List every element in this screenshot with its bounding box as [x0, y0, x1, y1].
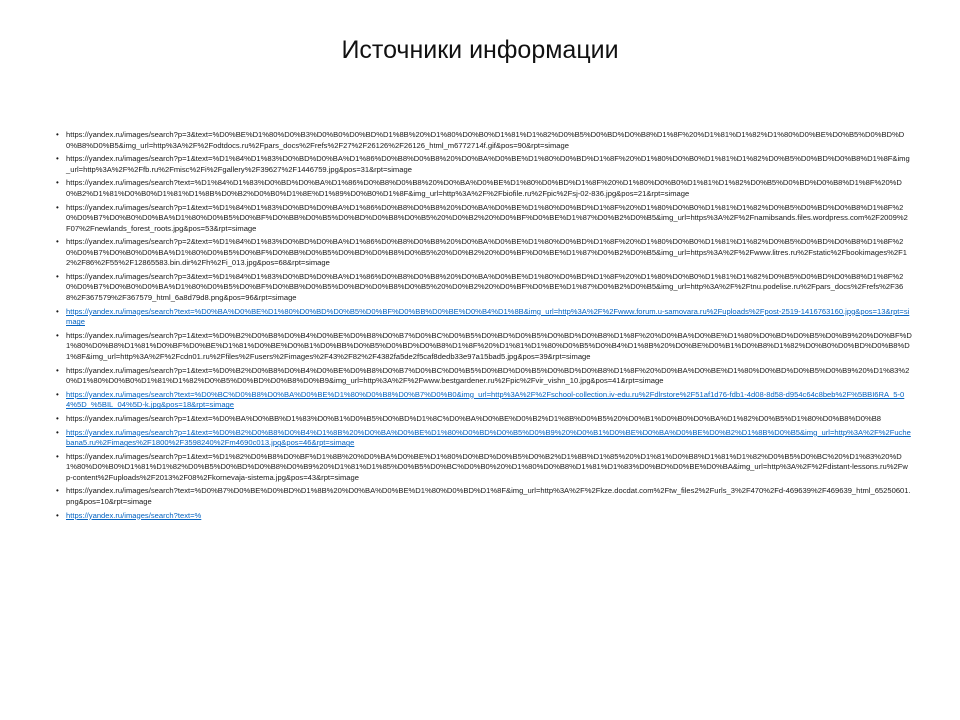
source-text: https://yandex.ru/images/search?p=3&text=%D0%BE%D1%80%D0%B3%D0%B0%D0%BD%D1%8B%20%D1%80%D0%B0%D1%81%D1%82%D0%B5%D0%BD%D0%B8%D1%8F%20%D1%81%D1%82%D1%80%D0%BE%D0%B5%D0%BD%D0%B8%D0%B5&img_url=http%3A%2F%2Fodtdocs.ru%2Fpars_docs%2Frefs%2F27%2F26126%2F26126_html_m6772714f.gif&pos=90&rpt=simage: [66, 130, 905, 150]
source-link[interactable]: https://yandex.ru/images/search?p=1&text=%D0%B2%D0%B8%D0%B4%D1%8B%20%D0%BA%D0%BE%D1%80%D0%BD%D0%B5%D0%B9%20%D0%B1%D0%BE%D0%BA%D0%BE%D0%B2%D1%8B%D0%B5&img_url=http%3A%2F%2Fuchebana5.ru%2Fimages%2F1800%2F3598240%2Fm4690c013.jpg&pos=46&rpt=simage: [66, 427, 911, 448]
source-item: [56, 154, 912, 175]
source-item: [56, 414, 912, 425]
source-text: https://yandex.ru/images/search?p=3&text=%D1%84%D1%83%D0%BD%D0%BA%D1%86%D0%B8%D0%B8%20%D0%BA%D0%BE%D1%80%D0%BD%D1%8F%20%D1%80%D0%B0%D1%81%D1%82%D0%B5%D0%BD%D0%B8%D1%8F%20%D0%B7%D0%B0%D0%BA%D1%80%D0%B5%D0%BF%D0%BB%D0%B5%D0%BD%D0%B8%D0%B5%20%D0%B2%20%D0%BF%D0%BE%D1%87%D0%B2%D0%B5&img_url=http%3A%2F%2Ftnu.podelise.ru%2Fpars_docs%2Frefs%2F368%2F367579%2F367579_html_6a8d79d8.png&pos=96&rpt=simage: [66, 271, 904, 302]
source-item: [56, 452, 912, 484]
slide-title: Источники информации: [341, 36, 619, 64]
source-link[interactable]: https://yandex.ru/images/search?text=%: [66, 510, 202, 520]
source-item: [56, 307, 912, 328]
source-link[interactable]: https://yandex.ru/images/search?text=%D0%BC%D0%B8%D0%BA%D0%BE%D1%80%D0%B8%D0%B7%D0%B0&img_url=http%3A%2F%2Fschool-collection.iv-edu.ru%2Fdlrstore%2F51af1d76-fdb1-4d08-8d58-d954c64c8beb%2F%5BBI6RA_5-04%5D_%5BIL_04%5D-k.jpg&pos=18&rpt=simage: [66, 389, 905, 410]
source-item: [56, 331, 912, 363]
source-text: https://yandex.ru/images/search?p=1&text=%D1%84%D1%83%D0%BD%D0%BA%D1%86%D0%B8%D0%B8%20%D0%BA%D0%BE%D1%80%D0%BD%D1%8F%20%D1%80%D0%B0%D1%81%D1%82%D0%B5%D0%BD%D0%B8%D1%8F%20%D0%B7%D0%B0%D0%BA%D1%80%D0%B5%D0%BF%D0%BB%D0%B5%D0%BD%D0%B8%D0%B5%20%D0%B2%20%D0%BF%D0%BE%D1%87%D0%B2%D0%B5&img_url=https%3A%2F%2Fnamibsands.files.wordpress.com%2F2009%2F07%2Fnewlands_forest_roots.jpg&pos=53&rpt=simage: [66, 202, 908, 233]
source-item: [56, 237, 912, 269]
source-item: [56, 390, 912, 411]
source-item: [56, 178, 912, 199]
source-item: [56, 272, 912, 304]
source-item: [56, 428, 912, 449]
source-item: [56, 203, 912, 235]
source-item: [56, 130, 912, 151]
source-text: https://yandex.ru/images/search?text=%D0%B7%D0%BE%D0%BD%D1%8B%20%D0%BA%D0%BE%D1%80%D0%BD%D1%8F&img_url=http%3A%2F%2Fkze.docdat.com%2Ftw_files2%2Furls_3%2F470%2Fd-469639%2F469639_html_65250601.png&pos=10&rpt=simage: [66, 486, 911, 506]
source-text: https://yandex.ru/images/search?p=1&text=%D0%B2%D0%B8%D0%B4%D0%BE%D0%B8%D0%B7%D0%BC%D0%B5%D0%BD%D0%B5%D0%BD%D0%B8%D1%8F%20%D0%BA%D0%BE%D1%80%D0%BD%D0%B5%D0%B9%20%D0%BF%D1%80%D0%B8%D1%81%D0%BF%D0%BE%D1%81%D0%BE%D0%B1%D0%BB%D0%B5%D0%BD%D0%B8%D1%8F%20%D1%81%D1%80%D0%B5%D0%B4%D1%8B%20%D0%BE%D0%B1%D0%B8%D1%82%D0%B0%D0%BD%D0%B8%D1%8F&img_url=http%3A%2F%2Fcdn01.ru%2Ffiles%2Fusers%2Fimages%2F43%2F82%2F4382fa5de2f5caf8dedb33e97a15bad5.jpg&pos=39&rpt=simage: [66, 330, 912, 361]
source-item: [56, 486, 912, 507]
source-text: https://yandex.ru/images/search?p=1&text=%D1%84%D1%83%D0%BD%D0%BA%D1%86%D0%B8%D0%B8%20%D0%BA%D0%BE%D1%80%D0%BD%D1%8F%20%D1%80%D0%B0%D1%81%D1%82%D0%B5%D0%BD%D0%B8%D1%8F&img_url=http%3A%2F%2Ffb.ru%2Fmisc%2Fi%2Fgallery%2F39627%2F1446759.jpg&pos=31&rpt=simage: [66, 154, 910, 174]
source-link[interactable]: https://yandex.ru/images/search?text=%D0%BA%D0%BE%D1%80%D0%BD%D0%B5%D0%BF%D0%BB%D0%BE%D0%B4%D1%8B&img_url=http%3A%2F%2Fwww.forum.u-samovara.ru%2Fuploads%2Fpost-2519-1416763160.jpg&pos=13&rpt=simage: [66, 306, 910, 327]
source-text: https://yandex.ru/images/search?p=2&text=%D1%84%D1%83%D0%BD%D0%BA%D1%86%D0%B8%D0%B8%20%D0%BA%D0%BE%D1%80%D0%BD%D1%8F%20%D1%80%D0%B0%D1%81%D1%82%D0%B5%D0%BD%D0%B8%D1%8F%20%D0%B7%D0%B0%D0%BA%D1%80%D0%B5%D0%BF%D0%BB%D0%B5%D0%BD%D0%B8%D0%B5%20%D0%B2%20%D0%BF%D0%BE%D1%87%D0%B2%D0%B5&img_url=https%3A%2F%2Fwww.litres.ru%2Fstatic%2Fbookimages%2F12%2F86%2F55%2F12865583.bin.dir%2Fh%2Fi_013.jpg&pos=68&rpt=simage: [66, 237, 907, 268]
source-item: [56, 511, 912, 522]
source-text: https://yandex.ru/images/search?text=%D1%84%D1%83%D0%BD%D0%BA%D1%86%D0%B8%D0%B8%20%D0%BA%D0%BE%D1%80%D0%BD%D1%8F%20%D1%80%D0%B0%D1%81%D1%82%D0%B5%D0%BD%D0%B8%D1%8F%20%D0%B2%D1%81%D0%B0%D1%81%D1%8B%D0%B2%D0%B0%D1%8E%D1%89%D0%B0%D1%8F&img_url=http%3A%2F%2Fbiofile.ru%2Fpic%2Fsj-02-836.jpg&pos=21&rpt=simage: [66, 178, 902, 198]
source-text: https://yandex.ru/images/search?p=1&text=%D1%82%D0%B8%D0%BF%D1%8B%20%D0%BA%D0%BE%D1%80%D0%BD%D0%B5%D0%B2%D1%8B%D1%85%20%D1%81%D0%B8%D1%81%D1%82%D0%B5%D0%BC%20%D1%83%20%D1%80%D0%B0%D1%81%D1%82%D0%B5%D0%BD%D0%B8%D0%B9%20%D1%81%D1%85%D0%B5%D0%BC%D0%B0%20%D1%80%D0%B8%D1%81%D1%83%D0%BD%D0%BE%D0%BA&img_url=http%3A%2F%2Fdistant-lessons.ru%2Fwp-content%2Fuploads%2F2013%2F08%2Fkornevaja-sistema.jpg&pos=43&rpt=simage: [66, 451, 908, 482]
sources-list: [56, 130, 912, 524]
source-item: [56, 366, 912, 387]
source-text: https://yandex.ru/images/search?p=1&text=%D0%B2%D0%B8%D0%B4%D0%BE%D0%B8%D0%B7%D0%BC%D0%B5%D0%BD%D0%B5%D0%BD%D0%B8%D1%8F%20%D0%BA%D0%BE%D1%80%D0%BD%D0%B5%D0%B9%20%D1%83%20%D1%80%D0%B0%D1%81%D1%82%D0%B5%D0%BD%D0%B8%D0%B9&img_url=http%3A%2F%2Fwww.bestgardener.ru%2Fpic%2Fvir_vishn_10.jpg&pos=41&rpt=simage: [66, 365, 910, 385]
source-text: https://yandex.ru/images/search?p=1&text=%D0%BA%D0%BB%D1%83%D0%B1%D0%B5%D0%BD%D1%8C%D0%BA%D0%BE%D0%B2%D1%8B%D0%B5%20%D0%B1%D0%B0%D0%BA%D1%82%D0%B5%D1%80%D0%B8%D0%B8: [66, 413, 882, 423]
